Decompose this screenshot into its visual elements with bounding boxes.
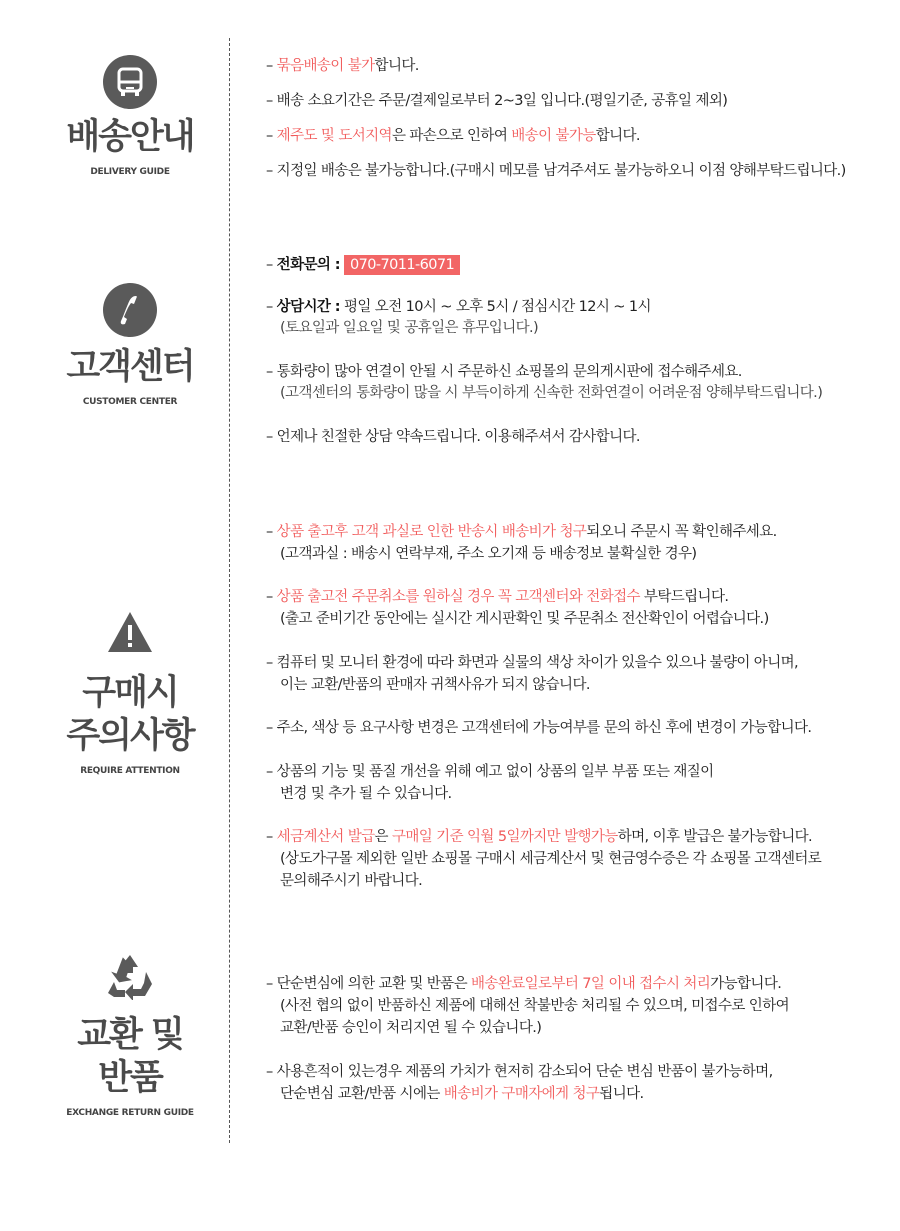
- exchange-title-1: 교환 및: [77, 1015, 183, 1055]
- exchange-subtitle: EXCHANGE RETURN GUIDE: [66, 1108, 194, 1118]
- promise-line: – 언제나 친절한 상담 약속드립니다. 이용해주셔서 감사합니다.: [266, 429, 640, 445]
- delivery-line-4: – 지정일 배송은 불가능합니다.(구매시 메모를 남겨주셔도 불가능하오니 이점 양해부탁드립니다.): [266, 163, 846, 179]
- attention-p6-note1: (상도가구몰 제외한 일반 쇼핑몰 구매시 세금계산서 및 현금영수증은 각 쇼핑몰 고객센터로: [280, 851, 822, 867]
- recycle-icon: [105, 952, 155, 1000]
- delivery-label: [0, 54, 260, 177]
- attention-p2-note: (출고 준비기간 동안에는 실시간 게시판확인 및 주문취소 전산확인이 어렵습니다.): [280, 611, 769, 627]
- exchange-p1: – 단순변심에 의한 교환 및 반품은 배송완료일로부터 7일 이내 접수시 처리가능합니다.: [266, 976, 782, 992]
- hours-note: (토요일과 일요일 및 공휴일은 휴무입니다.): [280, 320, 539, 336]
- customer-label: [0, 282, 260, 407]
- attention-p2: – 상품 출고전 주문취소를 원하실 경우 꼭 고객센터와 전화접수 부탁드립니다.: [266, 589, 729, 605]
- delivery-subtitle: DELIVERY GUIDE: [90, 167, 170, 177]
- customer-subtitle: CUSTOMER CENTER: [82, 397, 178, 407]
- attention-p3-b: 이는 교환/반품의 판매자 귀책사유가 되지 않습니다.: [280, 677, 590, 693]
- delivery-line-2: – 배송 소요기간은 주문/결제일로부터 2~3일 입니다.(평일기준, 공휴일 제외): [266, 93, 728, 109]
- delivery-title: 배송안내: [66, 117, 194, 157]
- attention-title-2: 주의사항: [66, 716, 194, 756]
- attention-subtitle: REQUIRE ATTENTION: [80, 766, 180, 776]
- customer-title: 고객센터: [66, 347, 194, 387]
- exchange-p1-note2: 교환/반품 승인이 처리지연 될 수 있습니다.): [280, 1020, 542, 1036]
- busy-note: (고객센터의 통화량이 많을 시 부득이하게 신속한 전화연결이 어려운점 양해부탁드립니다.): [280, 385, 823, 401]
- phone-icon: [102, 282, 158, 338]
- phone-line: – 전화문의 : 070-7011-6071: [266, 254, 460, 276]
- phone-number-badge: 070-7011-6071: [344, 255, 460, 275]
- attention-p3: – 컴퓨터 및 모니터 환경에 따라 화면과 실물의 색상 차이가 있을수 있으나 불량이 아니며,: [266, 655, 799, 671]
- delivery-line-3: – 제주도 및 도서지역은 파손으로 인하여 배송이 불가능합니다.: [266, 128, 640, 144]
- attention-label: [0, 610, 260, 776]
- delivery-line-1: – 묶음배송이 불가합니다.: [266, 58, 419, 74]
- attention-p4: – 주소, 색상 등 요구사항 변경은 고객센터에 가능여부를 문의 하신 후에 변경이 가능합니다.: [266, 720, 812, 736]
- attention-p6-note2: 문의해주시기 바랍니다.: [280, 873, 423, 889]
- exchange-p1-note1: (사전 협의 없이 반품하신 제품에 대해선 착불반송 처리될 수 있으며, 미접수로 인하여: [280, 998, 790, 1014]
- exchange-title-2: 반품: [98, 1058, 162, 1098]
- attention-p1: – 상품 출고후 고객 과실로 인한 반송시 배송비가 청구되오니 주문시 꼭 확인해주세요.: [266, 524, 777, 540]
- exchange-label: [0, 952, 260, 1118]
- attention-p1-note: (고객과실 : 배송시 연락부재, 주소 오기재 등 배송정보 불확실한 경우): [280, 546, 697, 562]
- bus-icon: [102, 54, 158, 110]
- busy-line: – 통화량이 많아 연결이 안될 시 주문하신 쇼핑몰의 문의게시판에 접수해주세요.: [266, 364, 742, 380]
- exchange-p2: – 사용흔적이 있는경우 제품의 가치가 현저히 감소되어 단순 변심 반품이 불가능하며,: [266, 1064, 773, 1080]
- attention-title-1: 구매시: [82, 673, 178, 713]
- attention-p5-b: 변경 및 추가 될 수 있습니다.: [280, 786, 452, 802]
- warning-icon: [106, 610, 154, 654]
- attention-p5: – 상품의 기능 및 품질 개선을 위해 예고 없이 상품의 일부 부품 또는 재질이: [266, 764, 714, 780]
- exchange-p2-b: 단순변심 교환/반품 시에는 배송비가 구매자에게 청구됩니다.: [280, 1086, 644, 1102]
- attention-p6: – 세금계산서 발급은 구매일 기준 익월 5일까지만 발행가능하며, 이후 발급은 불가능합니다.: [266, 829, 813, 845]
- hours-line: – 상담시간 : 평일 오전 10시 ~ 오후 5시 / 점심시간 12시 ~ 1시: [266, 299, 651, 315]
